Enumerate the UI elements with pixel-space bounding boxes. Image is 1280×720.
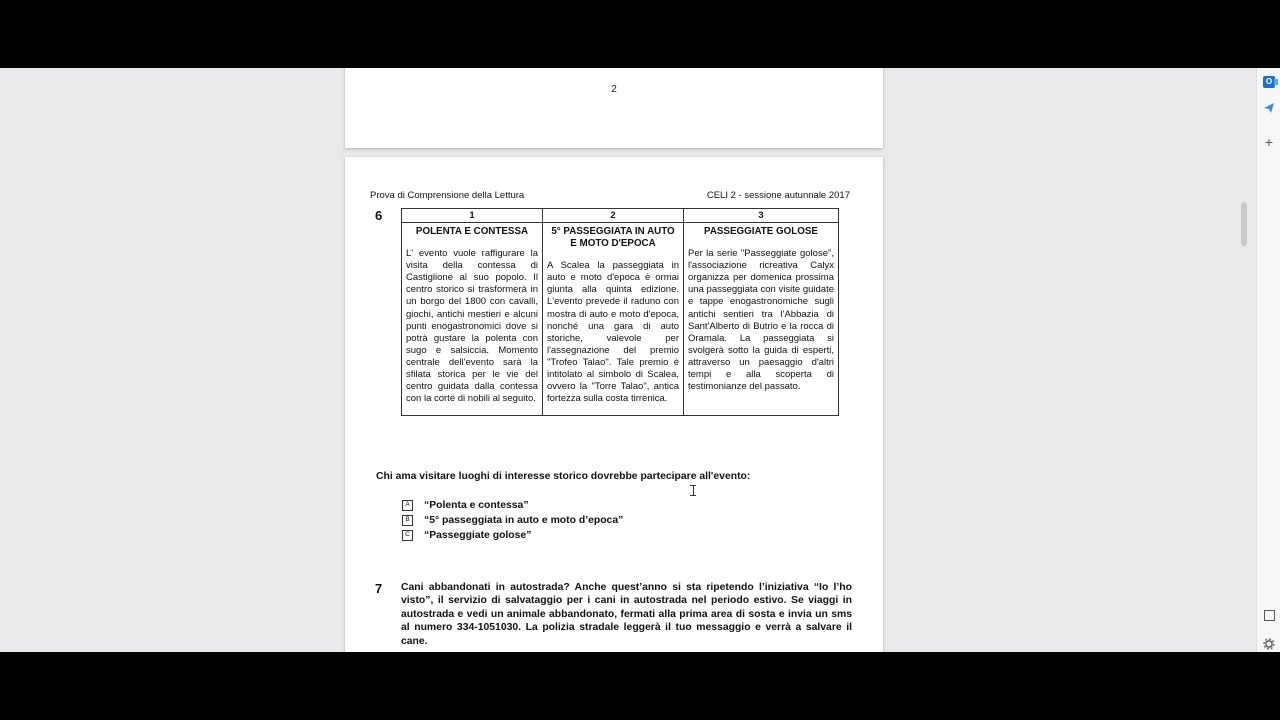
question-number-7: 7 <box>375 581 383 596</box>
send-icon[interactable] <box>1263 102 1275 114</box>
scrollbar[interactable] <box>1238 68 1252 652</box>
option-label: “Polenta e contessa” <box>424 500 529 511</box>
column-head-2: 2 <box>543 209 684 223</box>
events-table <box>401 208 839 416</box>
option-box[interactable]: A <box>402 500 413 511</box>
page-number: 2 <box>611 84 617 95</box>
option-label: “Passeggiate golose” <box>424 530 532 541</box>
answer-options <box>402 498 623 543</box>
side-panel <box>1256 68 1280 652</box>
scrollbar-thumb[interactable] <box>1241 202 1247 246</box>
option-a[interactable] <box>402 498 623 513</box>
header-left: Prova di Comprensione della Lettura <box>370 190 525 201</box>
event-title: PASSEGGIATE GOLOSE <box>704 226 818 237</box>
pdf-viewer[interactable] <box>0 68 1280 652</box>
plus-icon[interactable]: + <box>1264 134 1274 150</box>
column-head-1: 1 <box>402 209 543 223</box>
outlook-icon[interactable]: O <box>1263 76 1275 88</box>
event-title: 5° PASSEGGIATA IN AUTO E MOTO D'EPOCA <box>551 226 675 250</box>
event-text: L' evento vuole raffigurare la visita della contessa di Castiglione al suo popolo. Il centro storico si trasformerà in un borgo del 1800 con cavalli, giochi, antichi mestieri e alcuni punti enogastronomici dove si potrà gustare la polenta con sugo e salsiccia. Momento centrale dell'evento sarà la sfilata storica per le vie del centro guidata dalla contessa con la corte di nobili al seguito. <box>406 248 538 405</box>
option-box[interactable]: C <box>402 530 413 541</box>
gear-icon[interactable] <box>1263 638 1275 650</box>
pdf-page-current <box>345 157 883 652</box>
question-7-text: Cani abbandonati in autostrada? Anche quest’anno si sta ripetendo l’iniziativa “Io l’ho visto”, il servizio di salvataggio per i cani in autostrada nel periodo estivo. Se viaggi in autostrada e vedi un animale abbandonato, fermati alla prima area di sosta e invia un sms al numero 334-1051030. La polizia stradale leggerà il tuo messaggio e verrà a salvare il cane. <box>401 582 852 647</box>
option-b[interactable] <box>402 513 623 528</box>
pdf-page-previous <box>345 68 883 148</box>
event-cell-2 <box>543 223 684 416</box>
question-number-6: 6 <box>375 208 383 223</box>
question-text: Chi ama visitare luoghi di interesse storico dovrebbe partecipare all'evento: <box>376 471 751 482</box>
event-cell-3 <box>684 223 839 416</box>
text-cursor-icon <box>690 485 696 496</box>
option-c[interactable] <box>402 528 623 543</box>
event-text: Per la serie "Passeggiate golose", l'associazione ricreativa Calyx organizza per domenica prossima una passeggiata con visite guidate e tappe enogastronomiche sugli antichi sentieri tra l'Abbazia di Sant'Alberto di Butrio e la rocca di Oramala. La passeggiata si svolgerà sotto la guida di esperti, attraverso un paesaggio d'altri tempi e alla scoperta di testimonianze del passato. <box>688 248 834 393</box>
option-label: “5° passeggiata in auto e moto d’epoca” <box>424 515 624 526</box>
panel-icon[interactable] <box>1264 610 1275 621</box>
event-text: A Scalea la passeggiata in auto e moto d'epoca è ormai giunta alla quinta edizione. L'evento prevede il raduno con mostra di auto e moto d'epoca, nonché una gara di auto storiche, valevole per l'assegnazione del premio "Trofeo Talao". Tale premio è intitolato al simbolo di Scalea, ovvero la "Torre Talao", antica fortezza sulla costa tirrenica. <box>547 260 679 405</box>
option-box[interactable]: B <box>402 515 413 526</box>
event-cell-1 <box>402 223 543 416</box>
column-head-3: 3 <box>684 209 839 223</box>
header-right: CELI 2 - sessione autunnale 2017 <box>706 190 850 201</box>
event-title: POLENTA E CONTESSA <box>415 226 529 237</box>
